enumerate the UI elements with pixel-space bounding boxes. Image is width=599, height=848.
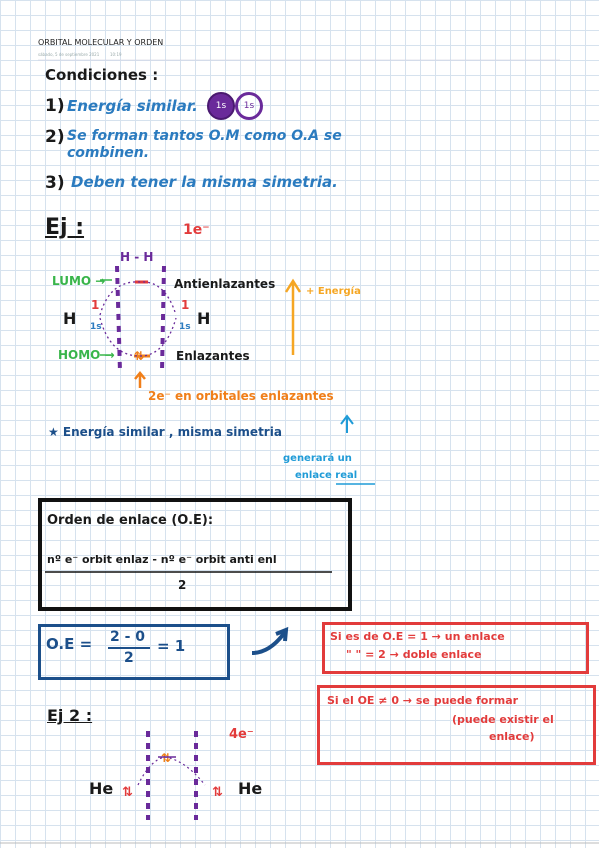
generate-line2: enlace real <box>295 470 358 481</box>
bonding-electrons: ⇅ <box>134 349 145 363</box>
example2-label: Ej 2 : <box>47 706 93 725</box>
antibonding-label: Antienlazantes <box>174 277 276 291</box>
item3-text: Deben tener la misma simetria. <box>71 173 338 191</box>
generate-line1: generará un <box>283 453 352 464</box>
rule2-line2: (puede existir el <box>452 713 554 726</box>
item1-text: Energía similar. <box>67 97 198 115</box>
page-time: 10:19 <box>110 52 122 57</box>
calc-result: = 1 <box>157 637 186 655</box>
lumo-label: LUMO → <box>52 274 106 288</box>
orbital-badge-1s-filled: 1s <box>207 92 235 120</box>
right-atom-He: He <box>238 779 263 798</box>
generate-arrow <box>341 416 353 433</box>
homo-label: HOMO → <box>58 348 115 362</box>
calc-denominator: 2 <box>124 650 134 666</box>
left-atom-He: He <box>89 779 114 798</box>
item2-number: 2) <box>45 127 65 147</box>
antibonding-connections <box>100 282 176 315</box>
item2-line1: Se forman tantos O.M como O.A se <box>67 128 342 144</box>
bond-order-title: Orden de enlace (O.E): <box>47 513 214 528</box>
calc-lhs: O.E = <box>46 635 93 653</box>
summary-note: ★ Energía similar , misma simetria <box>48 425 282 439</box>
example1-label: Ej : <box>45 215 85 240</box>
page-title: ORBITAL MOLECULAR Y ORDEN <box>38 38 164 47</box>
conditions-heading: Condiciones : <box>45 66 159 84</box>
bonding-label: Enlazantes <box>176 349 250 363</box>
right-electron: 1 <box>181 298 190 312</box>
rule2-line3: enlace) <box>489 730 535 743</box>
left-orbital: 1s <box>90 322 102 332</box>
curved-arrow <box>252 630 286 653</box>
energy-arrow <box>286 281 300 355</box>
left-electron: 1 <box>91 298 100 312</box>
item2-line2: combinen. <box>67 145 150 161</box>
bond-order-denominator: 2 <box>178 578 187 592</box>
calc-numerator: 2 - 0 <box>110 629 146 645</box>
left-dashed-column <box>117 266 120 372</box>
bond-order-numerator: nº e⁻ orbit enlaz - nº e⁻ orbit anti enl <box>47 553 277 566</box>
rule1-line1: Si es de O.E = 1 → un enlace <box>330 630 505 643</box>
right-dashed-column <box>162 266 164 372</box>
example1-electrons: 1e⁻ <box>183 222 210 238</box>
right-atom-H: H <box>197 309 211 328</box>
ex2-right-electrons: ⇅ <box>212 785 223 800</box>
page-date: sábado, 5 de septiembre 2021 <box>38 52 100 57</box>
bond-note: 2e⁻ en orbitales enlazantes <box>148 389 334 403</box>
orbital-badge-1s-outline: 1s <box>235 92 263 120</box>
energy-label: + Energía <box>306 286 361 297</box>
item3-number: 3) <box>45 173 65 193</box>
molecule-label: H - H <box>120 250 154 264</box>
rule1-line2: " " = 2 → doble enlace <box>346 648 482 661</box>
ex2-antibonding-electrons: ⇅ <box>161 751 172 765</box>
rule2-line1: Si el OE ≠ 0 → se puede formar <box>327 694 519 707</box>
example2-electrons: 4e⁻ <box>229 727 254 742</box>
right-orbital: 1s <box>179 322 191 332</box>
item1-number: 1) <box>45 96 65 116</box>
left-atom-H: H <box>63 309 77 328</box>
ex2-left-electrons: ⇅ <box>122 785 133 800</box>
bonding-arrow <box>135 373 145 388</box>
